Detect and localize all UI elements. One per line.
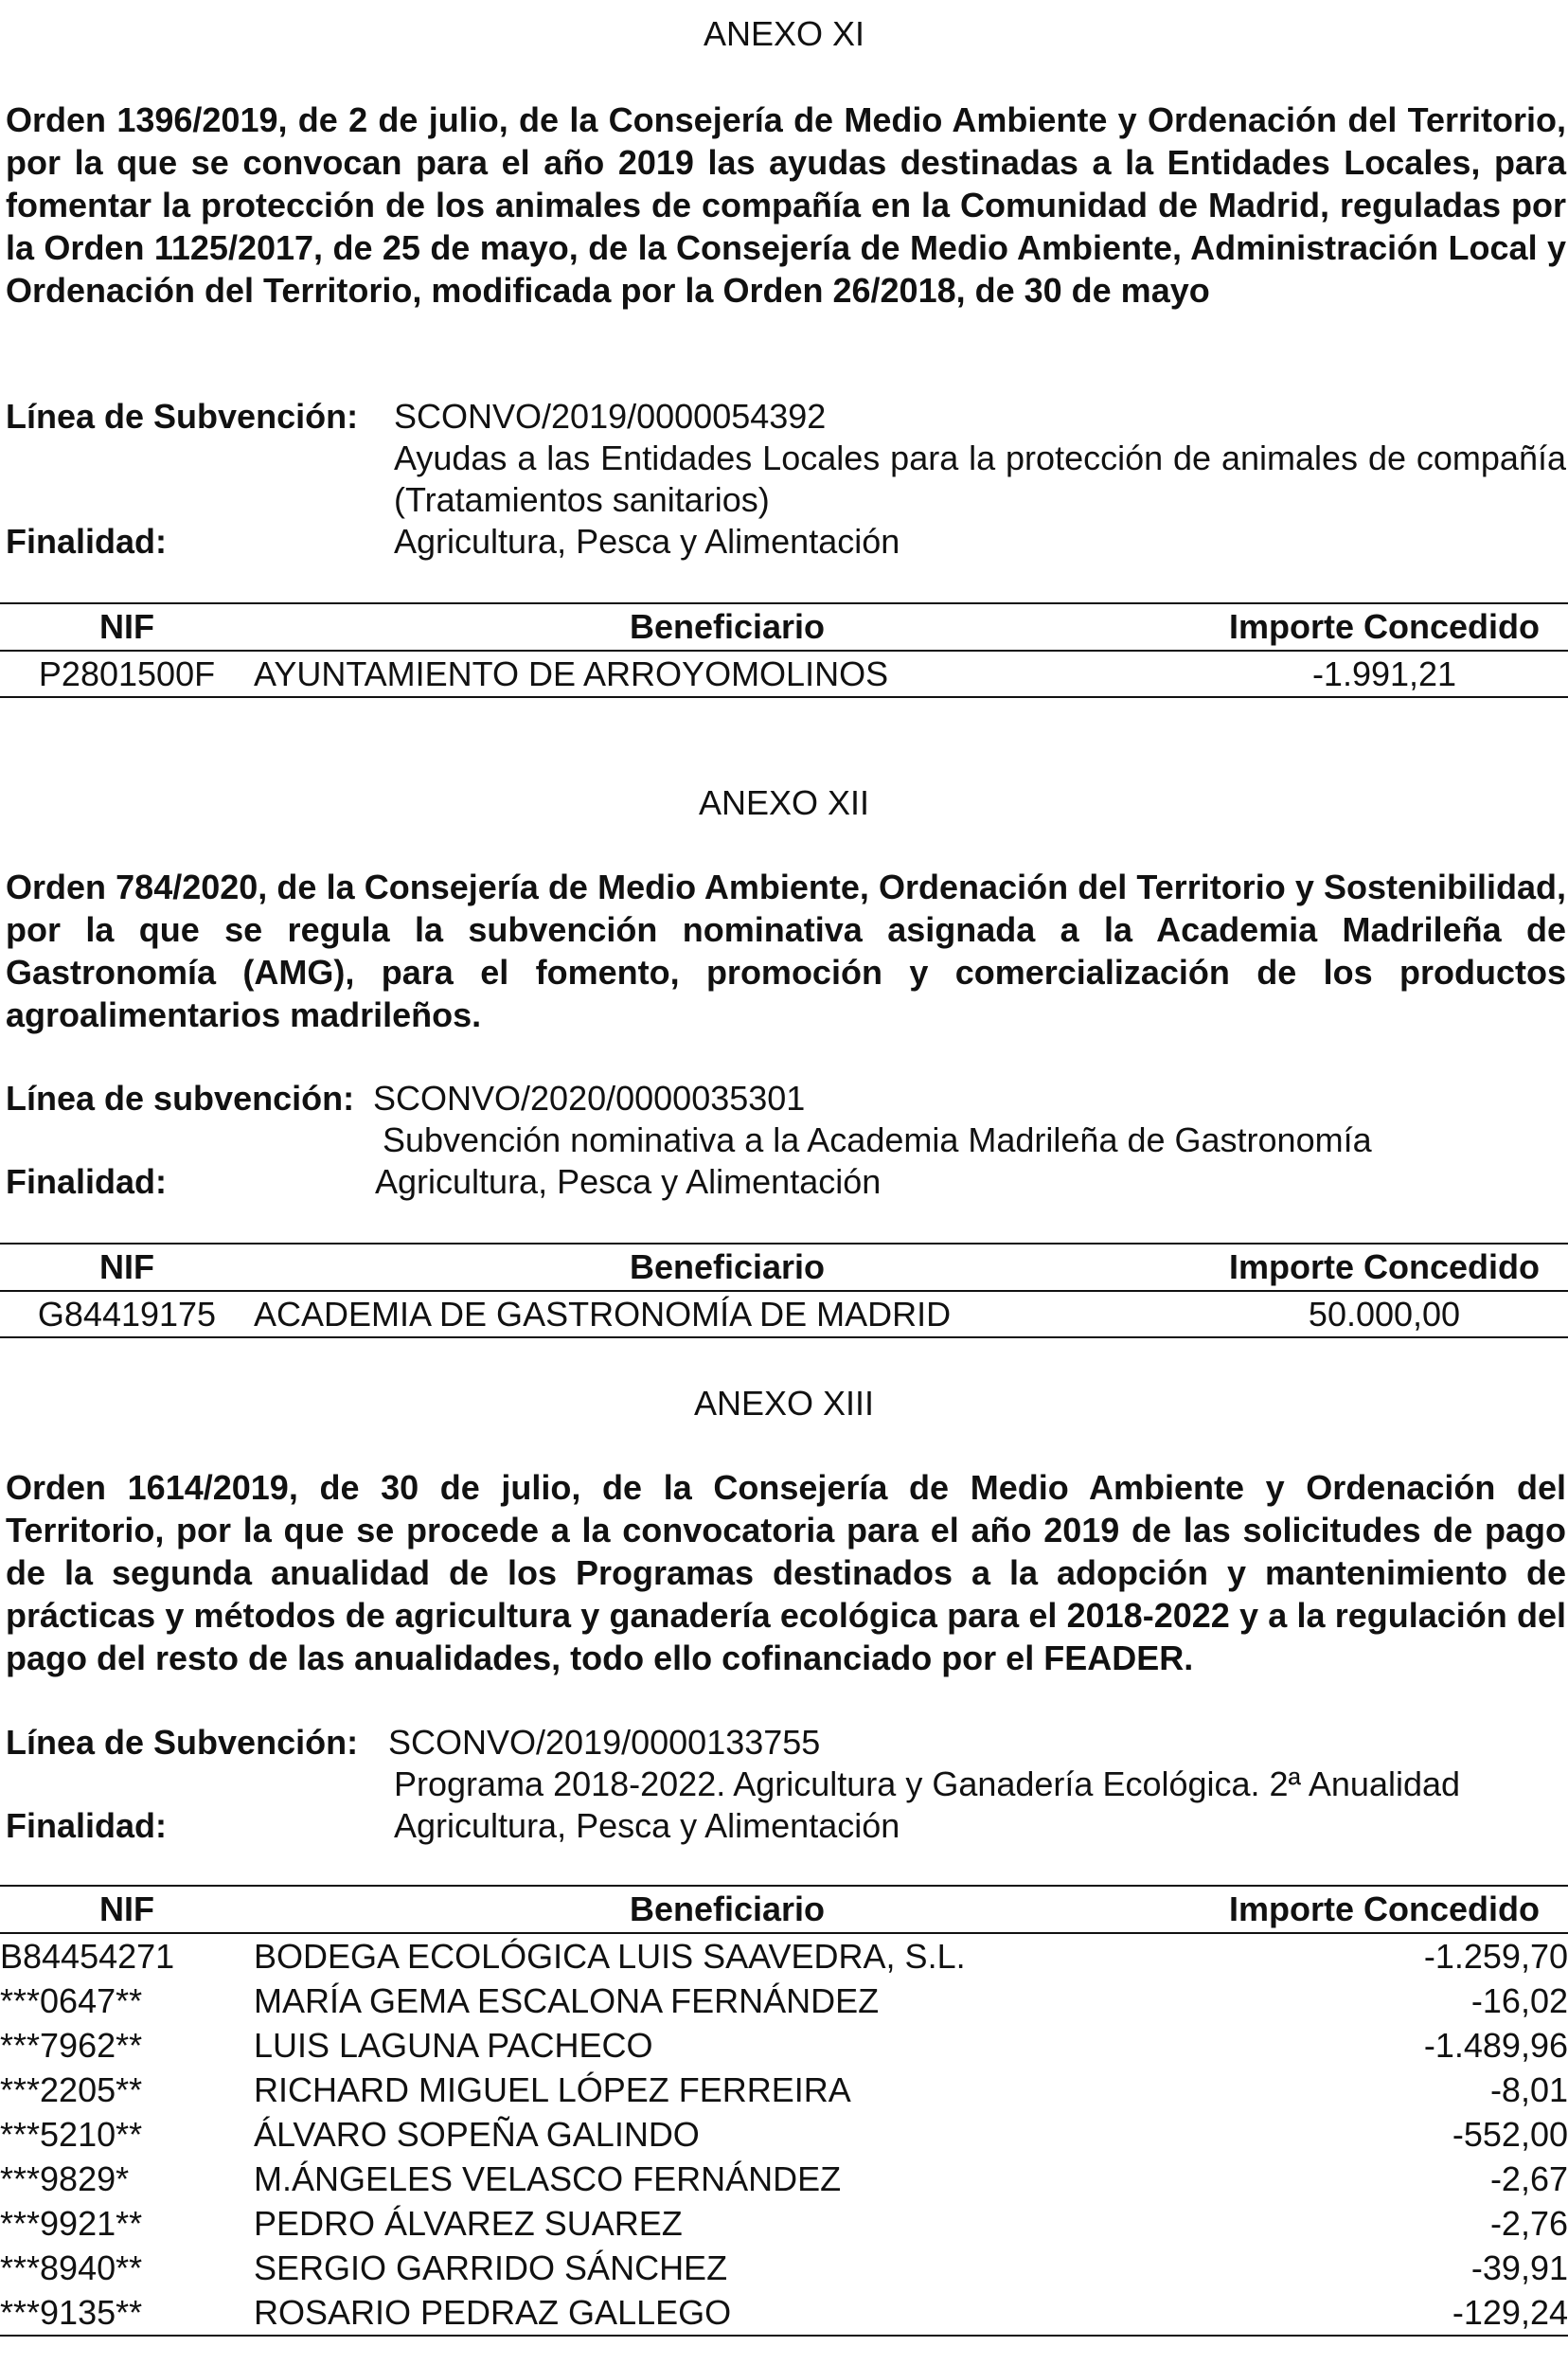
annex-xii-heading: ANEXO XII (698, 783, 870, 822)
annex-xiii-table (0, 1885, 1568, 2337)
line-description: Ayudas a las Entidades Locales para la protección de animales de compañía (Tratamientos sanitarios) (394, 439, 1566, 519)
table-row (0, 2290, 1568, 2336)
header-nif: NIF (0, 1244, 254, 1291)
row-nif: ***9921** (0, 2203, 143, 2243)
line-label: Línea de Subvención: (6, 397, 359, 436)
row-beneficiary: BODEGA ECOLÓGICA LUIS SAAVEDRA, S.L. (254, 1936, 966, 1976)
table-row (0, 651, 1568, 697)
row-beneficiary: ACADEMIA DE GASTRONOMÍA DE MADRID (254, 1294, 952, 1334)
annex-xii-table (0, 1243, 1568, 1338)
table-row (0, 2112, 1568, 2157)
row-nif: ***2205** (0, 2069, 143, 2109)
header-amount: Importe Concedido (1201, 1886, 1568, 1933)
line-code: SCONVO/2019/0000133755 (388, 1723, 821, 1762)
header-amount: Importe Concedido (1201, 1244, 1568, 1291)
row-beneficiary: ÁLVARO SOPEÑA GALINDO (254, 2114, 700, 2154)
annex-xi-table (0, 602, 1568, 698)
header-beneficiary: Beneficiario (254, 1886, 1201, 1933)
row-amount: -1.991,21 (1311, 654, 1457, 693)
header-beneficiary: Beneficiario (254, 603, 1201, 651)
row-amount: -16,02 (1470, 1980, 1568, 2020)
line-description: Subvención nominativa a la Academia Madrileña de Gastronomía (383, 1120, 1372, 1159)
row-amount: -2,67 (1489, 2158, 1568, 2198)
row-nif: ***8940** (0, 2248, 143, 2287)
row-nif: ***5210** (0, 2114, 143, 2154)
row-nif: ***9829* (0, 2158, 130, 2198)
annex-xi-heading: ANEXO XI (703, 14, 865, 53)
row-beneficiary: MARÍA GEMA ESCALONA FERNÁNDEZ (254, 1980, 880, 2020)
annex-xi-meta (6, 396, 1566, 561)
annex-xiii-meta (6, 1722, 1566, 1845)
table-row (0, 2023, 1568, 2068)
header-beneficiary: Beneficiario (254, 1244, 1201, 1291)
row-amount: -39,91 (1470, 2248, 1568, 2287)
annex-xii-order-title: Orden 784/2020, de la Consejería de Medio Ambiente, Ordenación del Territorio y Sostenibilidad, por la que se regula la subvención nominativa asignada a la Academia Madrileña de Gastronomía (AMG), para el fomento, promoción y comercialización de los productos agroalimentarios madrileños. (6, 868, 1566, 1034)
purpose-value: Agricultura, Pesca y Alimentación (394, 1806, 900, 1845)
row-beneficiary: AYUNTAMIENTO DE ARROYOMOLINOS (254, 654, 889, 693)
line-description: Programa 2018-2022. Agricultura y Ganadería Ecológica. 2ª Anualidad (394, 1764, 1461, 1803)
row-amount: -1.259,70 (1423, 1936, 1568, 1976)
purpose-label: Finalidad: (6, 522, 167, 561)
row-nif: ***9135** (0, 2292, 143, 2332)
header-nif: NIF (0, 603, 254, 651)
row-beneficiary: RICHARD MIGUEL LÓPEZ FERREIRA (254, 2069, 851, 2109)
header-amount: Importe Concedido (1201, 603, 1568, 651)
table-row (0, 2068, 1568, 2112)
row-nif: ***7962** (0, 2025, 143, 2065)
table-row (0, 2157, 1568, 2201)
row-beneficiary: LUIS LAGUNA PACHECO (254, 2025, 653, 2065)
row-nif: ***0647** (0, 1980, 143, 2020)
row-amount: -2,76 (1489, 2203, 1568, 2243)
header-nif: NIF (0, 1886, 254, 1933)
row-amount: -1.489,96 (1423, 2025, 1568, 2065)
purpose-label: Finalidad: (6, 1162, 167, 1201)
purpose-value: Agricultura, Pesca y Alimentación (394, 522, 900, 561)
row-amount: 50.000,00 (1308, 1294, 1461, 1334)
table-row (0, 1291, 1568, 1337)
annex-xi-order-title: Orden 1396/2019, de 2 de julio, de la Consejería de Medio Ambiente y Ordenación del Territorio, por la que se convocan para el año 2019 las ayudas destinadas a la Entidades Locales, para fomentar la protección de los animales de compañía en la Comunidad de Madrid, reguladas por la Orden 1125/2017, de 25 de mayo, de la Consejería de Medio Ambiente, Administración Local y Ordenación del Territorio, modificada por la Orden 26/2018, de 30 de mayo (6, 100, 1566, 310)
row-beneficiary: M.ÁNGELES VELASCO FERNÁNDEZ (254, 2158, 842, 2198)
row-nif: G84419175 (37, 1294, 217, 1334)
table-header-row (0, 1886, 1568, 1933)
annex-xiii-order-title: Orden 1614/2019, de 30 de julio, de la Consejería de Medio Ambiente y Ordenación del Territorio, por la que se procede a la convocatoria para el año 2019 de las solicitudes de pago de la segunda anualidad de los Programas destinados a la adopción y mantenimiento de prácticas y métodos de agricultura y ganadería ecológica para el 2018-2022 y a la regulación del pago del resto de las anualidades, todo ello cofinanciado por el FEADER. (6, 1468, 1566, 1677)
row-beneficiary: ROSARIO PEDRAZ GALLEGO (254, 2292, 732, 2332)
table-row (0, 1979, 1568, 2023)
annex-xii-meta (6, 1078, 1566, 1201)
row-beneficiary: SERGIO GARRIDO SÁNCHEZ (254, 2248, 728, 2287)
purpose-label: Finalidad: (6, 1806, 167, 1845)
row-nif: P2801500F (38, 654, 216, 693)
annex-xiii-heading: ANEXO XIII (693, 1384, 875, 1423)
line-code: SCONVO/2020/0000035301 (373, 1079, 806, 1118)
row-beneficiary: PEDRO ÁLVAREZ SUAREZ (254, 2203, 683, 2243)
row-amount: -129,24 (1452, 2292, 1568, 2332)
line-code: SCONVO/2019/0000054392 (394, 397, 827, 436)
table-row (0, 2246, 1568, 2290)
table-row (0, 1933, 1568, 1979)
table-header-row (0, 1244, 1568, 1291)
row-nif: B84454271 (0, 1936, 175, 1976)
line-label: Línea de Subvención: (6, 1723, 359, 1762)
purpose-value: Agricultura, Pesca y Alimentación (375, 1162, 882, 1201)
table-header-row (0, 603, 1568, 651)
row-amount: -8,01 (1489, 2069, 1568, 2109)
line-label: Línea de subvención: (6, 1079, 355, 1118)
row-amount: -552,00 (1452, 2114, 1568, 2154)
table-row (0, 2201, 1568, 2246)
